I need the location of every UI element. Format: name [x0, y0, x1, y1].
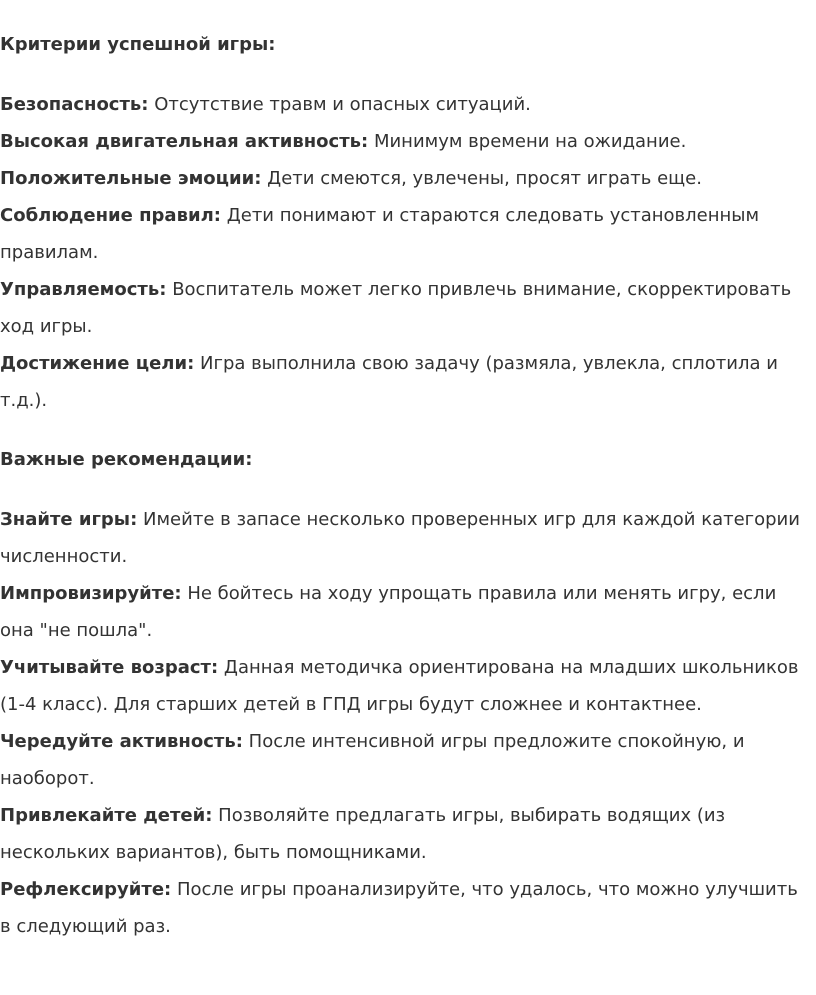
- recommendation-item-improvise: [0, 575, 812, 649]
- recommendation-item-involve: [0, 797, 812, 871]
- recommendation-term: Знайте игры:: [0, 509, 138, 530]
- recommendation-term: Учитывайте возраст:: [0, 657, 219, 678]
- recommendation-text: После игры проанализируйте, что удалось, что можно улучшить в следующий раз.: [0, 879, 798, 937]
- recommendation-item-reflect: [0, 871, 812, 945]
- criteria-item-goal: [0, 345, 812, 419]
- criteria-list: [0, 86, 812, 419]
- spacer: [0, 478, 812, 501]
- criteria-term: Безопасность:: [0, 94, 149, 115]
- criteria-term: Положительные эмоции:: [0, 168, 262, 189]
- criteria-term: Соблюдение правил:: [0, 205, 221, 226]
- criteria-item-emotions: [0, 160, 812, 197]
- criteria-term: Высокая двигательная активность:: [0, 131, 369, 152]
- recommendation-term: Импровизируйте:: [0, 583, 182, 604]
- recommendation-text: Не бойтесь на ходу упрощать правила или менять игру, если она "не пошла".: [0, 583, 777, 641]
- spacer: [0, 63, 812, 86]
- recommendation-text: Данная методичка ориентирована на младших школьников (1-4 класс). Для старших детей в ГПД игры будут сложнее и контактнее.: [0, 657, 799, 715]
- recommendation-text: Имейте в запасе несколько проверенных игр для каждой категории численности.: [0, 509, 800, 567]
- criteria-item-control: [0, 271, 812, 345]
- criteria-text: Минимум времени на ожидание.: [373, 131, 687, 152]
- recommendations-heading: Важные рекомендации:: [0, 449, 253, 470]
- criteria-text: Игра выполнила свою задачу (размяла, увлекла, сплотила и т.д.).: [0, 353, 778, 411]
- recommendation-text: После интенсивной игры предложите спокойную, и наоборот.: [0, 731, 745, 789]
- recommendation-term: Привлекайте детей:: [0, 805, 213, 826]
- recommendation-text: Позволяйте предлагать игры, выбирать водящих (из нескольких вариантов), быть помощниками.: [0, 805, 726, 863]
- criteria-item-activity: [0, 123, 812, 160]
- criteria-text: Дети понимают и стараются следовать установленным правилам.: [0, 205, 760, 263]
- criteria-text: Отсутствие травм и опасных ситуаций.: [154, 94, 531, 115]
- spacer: [0, 419, 812, 441]
- criteria-term: Управляемость:: [0, 279, 167, 300]
- recommendation-item-alternate: [0, 723, 812, 797]
- document-body: [0, 26, 812, 945]
- recommendation-item-know-games: [0, 501, 812, 575]
- recommendation-item-age: [0, 649, 812, 723]
- recommendation-term: Чередуйте активность:: [0, 731, 243, 752]
- criteria-text: Воспитатель может легко привлечь внимание, скорректировать ход игры.: [0, 279, 792, 337]
- recommendation-term: Рефлексируйте:: [0, 879, 172, 900]
- criteria-heading: Критерии успешной игры:: [0, 34, 276, 55]
- recommendations-list: [0, 501, 812, 945]
- criteria-item-safety: [0, 86, 812, 123]
- criteria-text: Дети смеются, увлечены, просят играть еще.: [267, 168, 702, 189]
- criteria-item-rules: [0, 197, 812, 271]
- criteria-term: Достижение цели:: [0, 353, 195, 374]
